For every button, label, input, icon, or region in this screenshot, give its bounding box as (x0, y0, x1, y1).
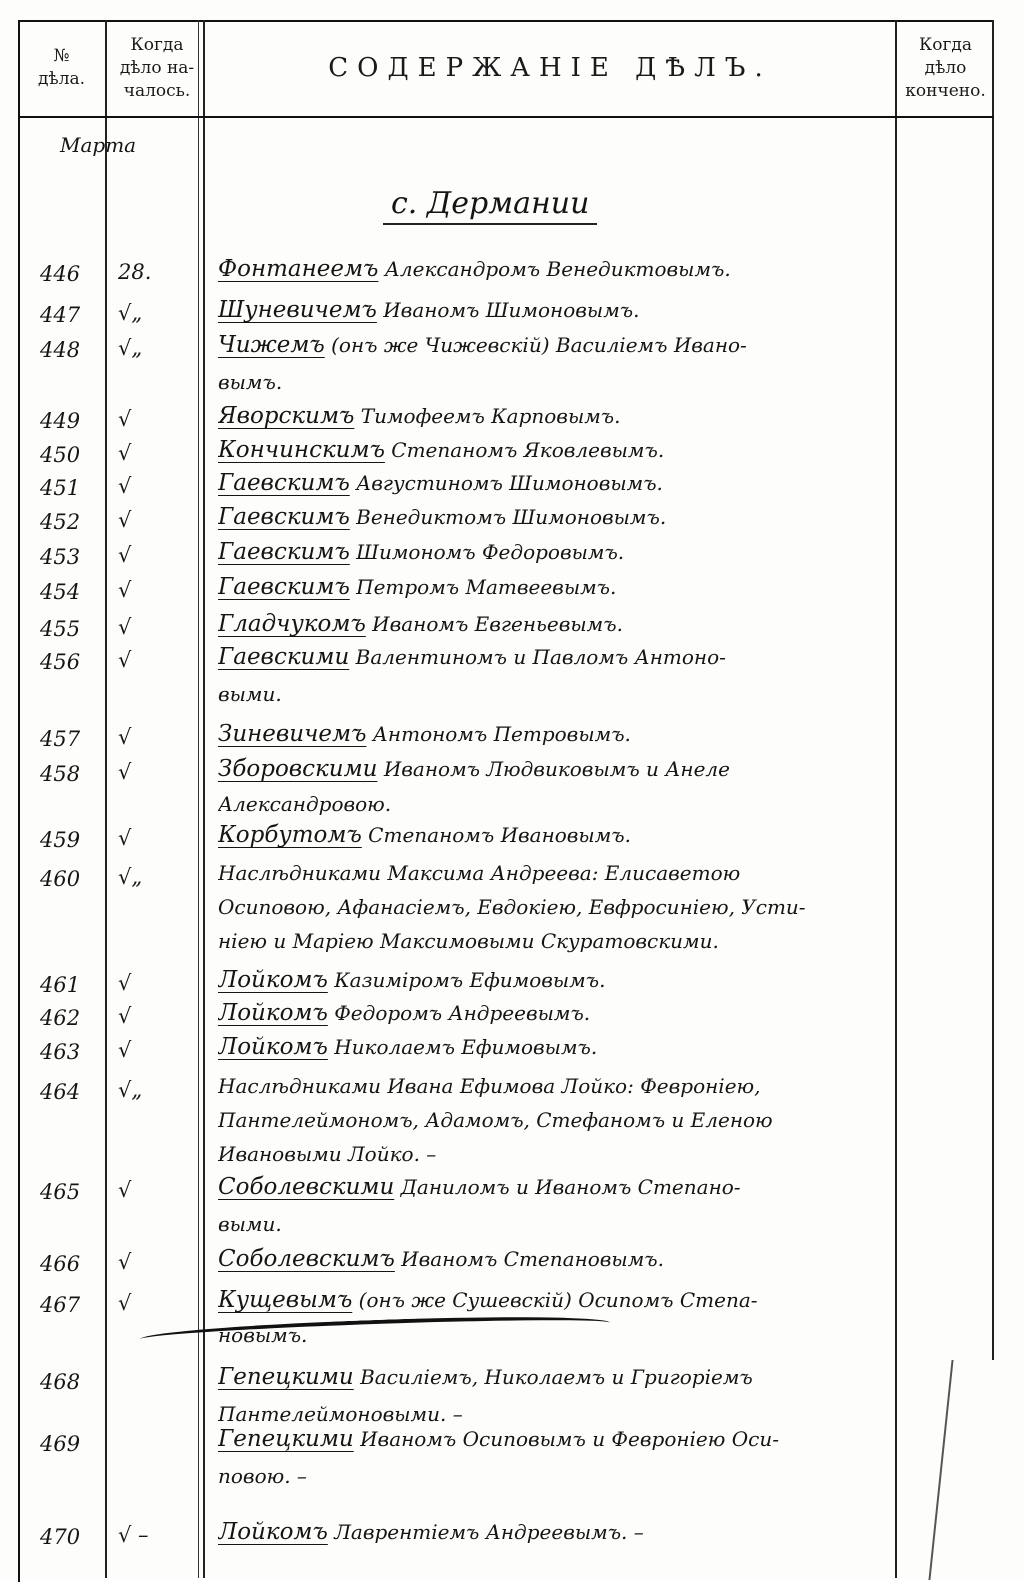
case-start-date: √ (118, 760, 132, 784)
case-description-line (218, 1212, 892, 1236)
case-number: 456 (40, 650, 81, 674)
given-names: Пантелеймоновыми. – (218, 1402, 463, 1426)
case-start-date: √ (118, 441, 132, 465)
case-number: 462 (40, 1006, 81, 1030)
month-label: Марта (60, 133, 137, 157)
case-description-line (218, 332, 892, 358)
surname: Лойкомъ (218, 1000, 328, 1026)
given-names: Петромъ Матвеевымъ. (349, 575, 617, 599)
surname: Лойкомъ (218, 1034, 328, 1060)
case-description-line (218, 1000, 892, 1026)
given-names: Антономъ Петровымъ. (366, 722, 631, 746)
surname: Гаевскими (218, 644, 350, 670)
case-number: 459 (40, 828, 81, 852)
case-description-line (218, 1034, 892, 1060)
case-number: 457 (40, 727, 81, 751)
case-description-line (218, 470, 892, 496)
surname: Чижемъ (218, 332, 325, 358)
case-start-date: √ (118, 1038, 132, 1062)
case-number: 447 (40, 303, 81, 327)
given-names: Лаврентiемъ Андреевымъ. – (327, 1520, 644, 1544)
case-number: 468 (40, 1370, 81, 1394)
case-number: 470 (40, 1525, 81, 1549)
case-description-line (218, 297, 892, 323)
case-description-line (218, 792, 892, 816)
given-names: Пантелеймономъ, Адамомъ, Стефаномъ и Еленою (218, 1108, 773, 1132)
case-description-line (218, 861, 892, 885)
surname: Фонтанеемъ (218, 256, 379, 282)
case-start-date: √„ (118, 336, 143, 360)
surname: Зборовскими (218, 756, 378, 782)
case-number: 451 (40, 476, 81, 500)
case-start-date: √ (118, 725, 132, 749)
surname: Лойкомъ (218, 1519, 328, 1545)
given-names: Федоромъ Андреевымъ. (327, 1001, 591, 1025)
case-start-date: √ (118, 578, 132, 602)
given-names: Иваномъ Людвиковымъ и Анеле (377, 757, 730, 781)
case-description-line (218, 895, 892, 919)
surname: Соболевскимъ (218, 1246, 395, 1272)
village-heading: с. Дермании (383, 186, 597, 225)
given-names: Иваномъ Евгеньевымъ. (365, 612, 623, 636)
case-number: 450 (40, 443, 81, 467)
case-start-date: √ (118, 826, 132, 850)
given-names: Василiемъ, Николаемъ и Григорiемъ (353, 1365, 753, 1389)
given-names: Иваномъ Осиповымъ и Февронiею Оси- (353, 1427, 779, 1451)
surname: Лойкомъ (218, 967, 328, 993)
case-number: 466 (40, 1252, 81, 1276)
given-names: (онъ же Сушевскiй) Осипомъ Степа- (352, 1288, 758, 1312)
case-description-line (218, 574, 892, 600)
given-names: выми. (218, 682, 282, 706)
case-description-line (218, 504, 892, 530)
given-names: Наслѣдниками Ивана Ефимова Лойко: Февронiею, (218, 1074, 761, 1098)
case-number: 464 (40, 1080, 81, 1104)
case-description-line (218, 1142, 892, 1166)
case-start-date: √ (118, 1291, 132, 1315)
column-divider (105, 20, 107, 1578)
surname: Корбутомъ (218, 822, 362, 848)
case-description-line (218, 1108, 892, 1132)
case-start-date: √ (118, 1004, 132, 1028)
surname: Гаевскимъ (218, 539, 350, 565)
given-names: Шимономъ Федоровымъ. (349, 540, 625, 564)
given-names: Даниломъ и Иваномъ Степано- (394, 1175, 741, 1199)
given-names: Александромъ Венедиктовымъ. (378, 257, 731, 281)
case-description-line (218, 1174, 892, 1200)
case-number: 467 (40, 1293, 81, 1317)
surname: Шуневичемъ (218, 297, 377, 323)
case-description-line (218, 256, 892, 282)
case-description-line (218, 403, 892, 429)
given-names: новымъ. (218, 1323, 308, 1347)
case-start-date: √ (118, 1250, 132, 1274)
case-description-line (218, 822, 892, 848)
given-names: Наслѣдниками Максима Андреева: Елисаветою (218, 861, 741, 885)
surname: Яворскимъ (218, 403, 355, 429)
contents-title: СОДЕРЖАНIЕ ДѢЛЪ. (328, 52, 772, 83)
case-description-line (218, 1426, 892, 1452)
case-start-date: √ (118, 508, 132, 532)
column-divider (895, 20, 897, 1578)
given-names: Венедиктомъ Шимоновымъ. (349, 505, 667, 529)
table-header (18, 20, 994, 118)
case-number-header: № дѣла. (37, 46, 86, 89)
case-description-line (218, 1246, 892, 1272)
given-names: Иваномъ Шимоновымъ. (376, 298, 640, 322)
case-description-line (218, 1464, 892, 1488)
given-names: Валентиномъ и Павломъ Антоно- (349, 645, 726, 669)
end-date-header: Когда дѣло кончено. (905, 34, 986, 101)
case-number: 452 (40, 510, 81, 534)
case-number: 453 (40, 545, 81, 569)
given-names: Тимофеемъ Карповымъ. (354, 404, 621, 428)
case-start-date: 28. (118, 260, 152, 284)
case-description-line (218, 721, 892, 747)
case-description-line (218, 611, 892, 637)
case-start-date: √ (118, 615, 132, 639)
given-names: Осиповою, Афанасiемъ, Евдокiею, Евфросинiею, Усти- (218, 895, 806, 919)
case-start-date: √ – (118, 1523, 149, 1547)
case-description-line (218, 1364, 892, 1390)
given-names: (онъ же Чижевскiй) Василiемъ Ивано- (324, 333, 747, 357)
case-number: 469 (40, 1432, 81, 1456)
case-number: 460 (40, 867, 81, 891)
start-date-header: Когда дѣло на- чалось. (119, 34, 195, 101)
case-description-line (218, 929, 892, 953)
case-start-date: √ (118, 543, 132, 567)
case-description-line (218, 1402, 892, 1426)
case-number: 463 (40, 1040, 81, 1064)
given-names: Степаномъ Яковлевымъ. (384, 438, 665, 462)
case-start-date: √„ (118, 301, 143, 325)
case-start-date: √ (118, 407, 132, 431)
given-names: Иваномъ Степановымъ. (394, 1247, 664, 1271)
given-names: вымъ. (218, 370, 283, 394)
given-names: Казимiромъ Ефимовымъ. (327, 968, 606, 992)
case-start-date: √„ (118, 1078, 143, 1102)
given-names: Ивановыми Лойко. – (218, 1142, 437, 1166)
given-names: выми. (218, 1212, 282, 1236)
case-number: 448 (40, 338, 81, 362)
given-names: Александровою. (218, 792, 392, 816)
case-start-date: √ (118, 648, 132, 672)
surname: Гаевскимъ (218, 504, 350, 530)
case-description-line (218, 682, 892, 706)
surname: Зиневичемъ (218, 721, 367, 747)
case-description-line (218, 1287, 892, 1313)
case-description-line (218, 539, 892, 565)
case-start-date: √„ (118, 865, 143, 889)
case-description-line (218, 370, 892, 394)
case-start-date: √ (118, 1178, 132, 1202)
given-names: повою. – (218, 1464, 307, 1488)
case-description-line (218, 967, 892, 993)
case-start-date: √ (118, 971, 132, 995)
surname: Гепецкими (218, 1364, 354, 1390)
case-description-line (218, 1074, 892, 1098)
given-names: Степаномъ Ивановымъ. (361, 823, 631, 847)
case-description-line (218, 644, 892, 670)
case-number: 465 (40, 1180, 81, 1204)
case-number: 458 (40, 762, 81, 786)
surname: Гладчукомъ (218, 611, 366, 637)
given-names: Августиномъ Шимоновымъ. (349, 471, 663, 495)
case-number: 455 (40, 617, 81, 641)
given-names: Николаемъ Ефимовымъ. (327, 1035, 598, 1059)
surname: Соболевскими (218, 1174, 395, 1200)
case-description-line (218, 756, 892, 782)
column-divider (992, 20, 994, 1578)
surname: Кончинскимъ (218, 437, 385, 463)
case-start-date: √ (118, 474, 132, 498)
surname: Гаевскимъ (218, 470, 350, 496)
given-names: нiею и Марiею Максимовыми Скуратовскими. (218, 929, 719, 953)
surname: Кущевымъ (218, 1287, 353, 1313)
case-number: 461 (40, 973, 81, 997)
surname: Гепецкими (218, 1426, 354, 1452)
surname: Гаевскимъ (218, 574, 350, 600)
case-number: 454 (40, 580, 81, 604)
case-number: 446 (40, 262, 81, 286)
case-description-line (218, 437, 892, 463)
case-description-line (218, 1519, 892, 1545)
case-number: 449 (40, 409, 81, 433)
